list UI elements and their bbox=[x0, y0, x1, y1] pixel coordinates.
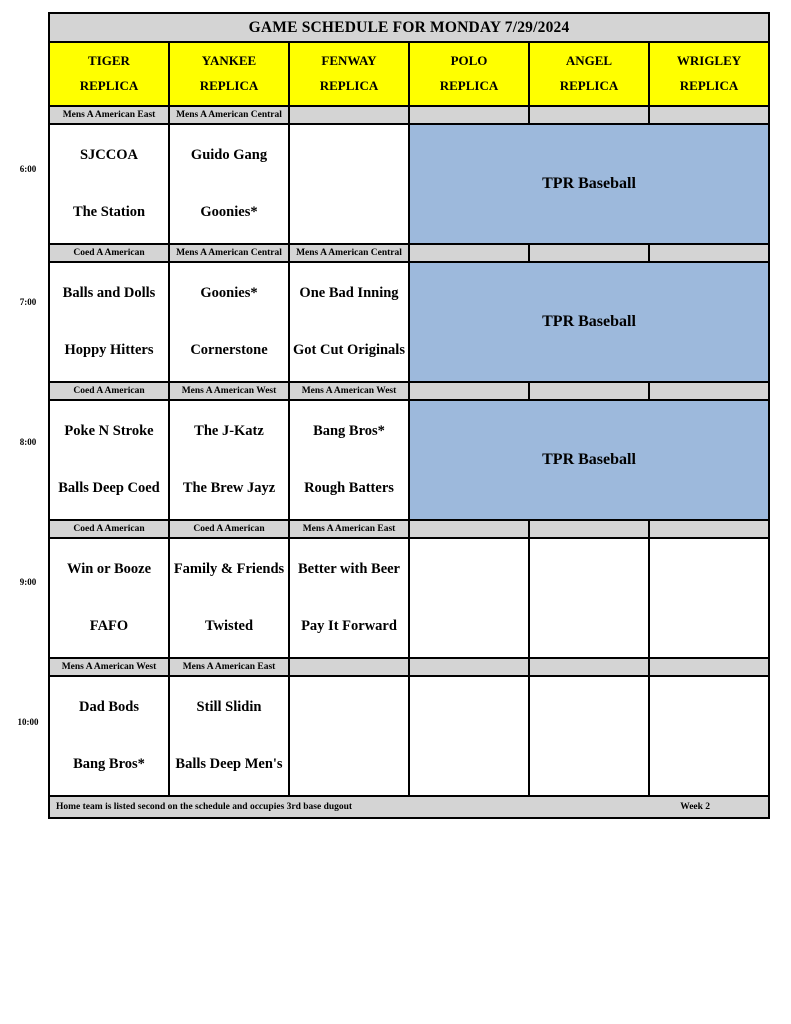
home-team: Twisted bbox=[204, 618, 254, 634]
reserved-6-tpr: TPR Baseball bbox=[409, 124, 769, 244]
field-name-polo: POLO bbox=[450, 53, 488, 69]
away-team: Win or Booze bbox=[66, 561, 152, 577]
division-8-tiger: Coed A American bbox=[49, 382, 169, 400]
game-row-8 bbox=[49, 400, 769, 520]
division-8-angel bbox=[529, 382, 649, 400]
field-sub-angel: REPLICA bbox=[559, 78, 619, 93]
division-9-tiger: Coed A American bbox=[49, 520, 169, 538]
division-7-yankee: Mens A American Central bbox=[169, 244, 289, 262]
field-name-angel: ANGEL bbox=[565, 53, 613, 69]
division-6-angel bbox=[529, 106, 649, 124]
footer-row bbox=[49, 796, 769, 818]
division-row-8 bbox=[49, 382, 769, 400]
away-team: Guido Gang bbox=[190, 147, 268, 163]
game-9-polo bbox=[409, 538, 529, 658]
field-sub-wrigley: REPLICA bbox=[679, 78, 739, 93]
field-sub-tiger: REPLICA bbox=[79, 78, 139, 93]
division-8-fenway: Mens A American West bbox=[289, 382, 409, 400]
field-name-wrigley: WRIGLEY bbox=[676, 53, 742, 69]
home-team: The Station bbox=[72, 204, 146, 220]
game-7-yankee bbox=[169, 262, 289, 382]
home-team: Got Cut Originals bbox=[293, 342, 405, 358]
away-team: Still Slidin bbox=[196, 699, 262, 715]
game-8-tiger bbox=[49, 400, 169, 520]
division-6-wrigley bbox=[649, 106, 769, 124]
away-team: Bang Bros* bbox=[313, 423, 385, 439]
away-team: Better with Beer bbox=[298, 561, 400, 577]
away-team: Poke N Stroke bbox=[64, 423, 154, 439]
field-header-wrigley bbox=[649, 42, 769, 106]
field-name-yankee: YANKEE bbox=[201, 53, 257, 69]
game-10-angel bbox=[529, 676, 649, 796]
field-header-polo bbox=[409, 42, 529, 106]
home-team: Pay It Forward bbox=[301, 618, 397, 634]
division-row-9 bbox=[49, 520, 769, 538]
footer-cell bbox=[49, 796, 769, 818]
game-8-fenway bbox=[289, 400, 409, 520]
away-team: Dad Bods bbox=[78, 699, 140, 715]
division-9-fenway: Mens A American East bbox=[289, 520, 409, 538]
division-row-10 bbox=[49, 658, 769, 676]
home-team: Balls Deep Coed bbox=[58, 480, 160, 496]
away-team: One Bad Inning bbox=[299, 285, 399, 301]
game-7-fenway bbox=[289, 262, 409, 382]
game-10-fenway bbox=[289, 676, 409, 796]
game-6-fenway bbox=[289, 124, 409, 244]
division-10-yankee: Mens A American East bbox=[169, 658, 289, 676]
away-team: SJCCOA bbox=[79, 147, 138, 163]
division-6-polo bbox=[409, 106, 529, 124]
division-row-7 bbox=[49, 244, 769, 262]
division-6-tiger: Mens A American East bbox=[49, 106, 169, 124]
field-sub-yankee: REPLICA bbox=[199, 78, 259, 93]
division-10-tiger: Mens A American West bbox=[49, 658, 169, 676]
footer-note: Home team is listed second on the schedule and occupies 3rd base dugout bbox=[56, 802, 353, 812]
field-sub-polo: REPLICA bbox=[439, 78, 499, 93]
field-sub-fenway: REPLICA bbox=[319, 78, 379, 93]
game-7-tiger bbox=[49, 262, 169, 382]
home-team: Bang Bros* bbox=[73, 756, 145, 772]
time-label-9: 9:00 bbox=[19, 577, 37, 587]
division-10-angel bbox=[529, 658, 649, 676]
game-9-fenway bbox=[289, 538, 409, 658]
field-header-fenway bbox=[289, 42, 409, 106]
field-header-tiger bbox=[49, 42, 169, 106]
division-9-angel bbox=[529, 520, 649, 538]
division-10-fenway bbox=[289, 658, 409, 676]
division-8-wrigley bbox=[649, 382, 769, 400]
home-team: Cornerstone bbox=[190, 342, 268, 358]
game-9-tiger bbox=[49, 538, 169, 658]
time-label-6: 6:00 bbox=[19, 164, 37, 174]
game-10-yankee bbox=[169, 676, 289, 796]
home-team: Hoppy Hitters bbox=[64, 342, 154, 358]
division-9-wrigley bbox=[649, 520, 769, 538]
division-6-yankee: Mens A American Central bbox=[169, 106, 289, 124]
division-7-angel bbox=[529, 244, 649, 262]
game-row-9 bbox=[49, 538, 769, 658]
time-label-10: 10:00 bbox=[17, 717, 39, 727]
field-name-fenway: FENWAY bbox=[321, 53, 377, 69]
division-row-6 bbox=[49, 106, 769, 124]
game-8-yankee bbox=[169, 400, 289, 520]
reserved-7-tpr: TPR Baseball bbox=[409, 262, 769, 382]
game-9-angel bbox=[529, 538, 649, 658]
division-8-yankee: Mens A American West bbox=[169, 382, 289, 400]
game-row-7 bbox=[49, 262, 769, 382]
away-team: Balls and Dolls bbox=[62, 285, 156, 301]
division-9-polo bbox=[409, 520, 529, 538]
game-9-yankee bbox=[169, 538, 289, 658]
away-team: The J-Katz bbox=[194, 423, 264, 439]
field-header-yankee bbox=[169, 42, 289, 106]
home-team: FAFO bbox=[89, 618, 129, 634]
division-7-polo bbox=[409, 244, 529, 262]
page-title: GAME SCHEDULE FOR MONDAY 7/29/2024 bbox=[49, 13, 769, 42]
footer-week: Week 2 bbox=[680, 802, 711, 812]
game-9-wrigley bbox=[649, 538, 769, 658]
game-10-polo bbox=[409, 676, 529, 796]
division-7-tiger: Coed A American bbox=[49, 244, 169, 262]
division-10-polo bbox=[409, 658, 529, 676]
game-10-wrigley bbox=[649, 676, 769, 796]
game-schedule-table bbox=[48, 12, 770, 819]
title-row bbox=[49, 13, 769, 42]
home-team: The Brew Jayz bbox=[182, 480, 276, 496]
division-10-wrigley bbox=[649, 658, 769, 676]
game-6-yankee bbox=[169, 124, 289, 244]
field-header-angel bbox=[529, 42, 649, 106]
home-team: Goonies* bbox=[200, 204, 258, 220]
division-7-wrigley bbox=[649, 244, 769, 262]
division-8-polo bbox=[409, 382, 529, 400]
time-label-8: 8:00 bbox=[19, 437, 37, 447]
time-label-7: 7:00 bbox=[19, 297, 37, 307]
division-9-yankee: Coed A American bbox=[169, 520, 289, 538]
away-team: Family & Friends bbox=[173, 561, 285, 577]
division-6-fenway bbox=[289, 106, 409, 124]
home-team: Balls Deep Men's bbox=[175, 756, 283, 772]
game-row-6 bbox=[49, 124, 769, 244]
reserved-8-tpr: TPR Baseball bbox=[409, 400, 769, 520]
game-6-tiger bbox=[49, 124, 169, 244]
field-name-tiger: TIGER bbox=[88, 53, 130, 69]
division-7-fenway: Mens A American Central bbox=[289, 244, 409, 262]
game-10-tiger bbox=[49, 676, 169, 796]
home-team: Rough Batters bbox=[304, 480, 394, 496]
game-row-10 bbox=[49, 676, 769, 796]
away-team: Goonies* bbox=[200, 285, 258, 301]
field-header-row bbox=[49, 42, 769, 106]
